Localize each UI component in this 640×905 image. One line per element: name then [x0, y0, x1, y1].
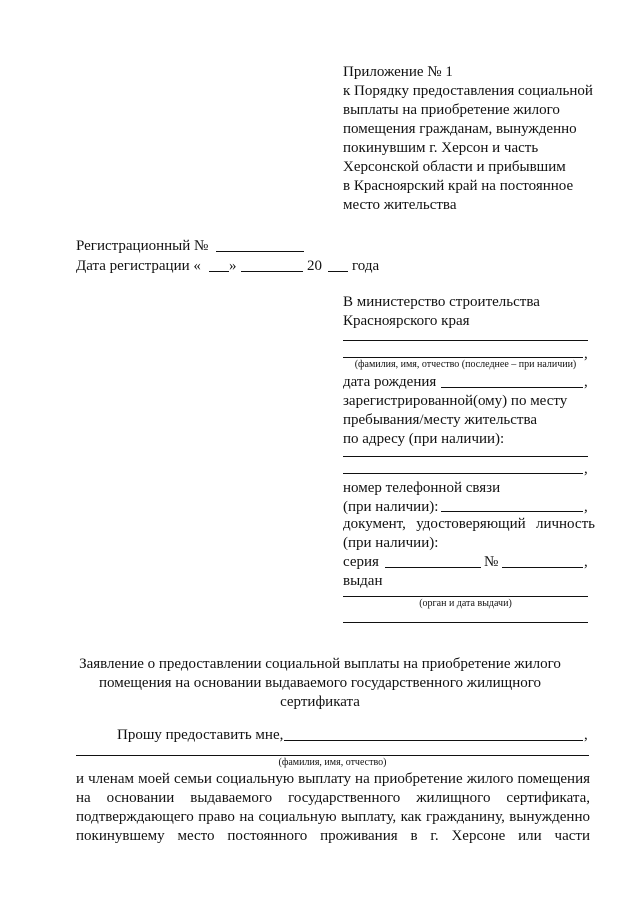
- registered-label: пребывания/месту жительства: [343, 412, 538, 428]
- issuer-field[interactable]: [343, 596, 588, 597]
- statement-title: сертификата: [280, 694, 360, 710]
- document-label: документ, удостоверяющий личность: [343, 516, 595, 532]
- address-field[interactable]: [343, 456, 588, 457]
- registration-date-label: Дата регистрации «: [76, 258, 201, 274]
- appendix-line: выплаты на приобретение жилого: [343, 102, 560, 118]
- registration-day-field[interactable]: [209, 271, 229, 272]
- appendix-line: место жительства: [343, 197, 457, 213]
- statement-body-line: покинувшему место постоянного проживания в г. Херсоне или части: [76, 828, 590, 844]
- addressee-line: В министерство строительства: [343, 294, 540, 310]
- request-fio-field-2[interactable]: [76, 755, 589, 756]
- phone-label: номер телефонной связи: [343, 480, 501, 496]
- applicant-fio-field[interactable]: [343, 340, 588, 341]
- appendix-line: в Красноярский край на постоянное: [343, 178, 574, 194]
- fio-caption: (фамилия, имя, отчество (последнее – при наличии): [354, 359, 577, 370]
- request-fio-field[interactable]: [284, 740, 583, 741]
- registration-number-label: Регистрационный №: [76, 238, 209, 254]
- birth-date-field[interactable]: [441, 387, 583, 388]
- comma: ,: [584, 727, 588, 743]
- comma: ,: [584, 346, 588, 362]
- appendix-line: Херсонской области и прибывшим: [343, 159, 566, 175]
- appendix-line: к Порядку предоставления социальной: [343, 83, 593, 99]
- issuer-caption: (орган и дата выдачи): [419, 598, 512, 609]
- statement-body-line: подтверждающего право на социальную выплату, как гражданину, вынужденно: [76, 809, 590, 825]
- statement-title: помещения на основании выдаваемого государственного жилищного: [98, 675, 541, 691]
- issuer-field-2[interactable]: [343, 622, 588, 623]
- request-label: Прошу предоставить мне,: [117, 727, 284, 743]
- appendix-line: помещения гражданам, вынужденно: [343, 121, 577, 137]
- birth-date-label: дата рождения: [343, 374, 437, 390]
- document-number-field[interactable]: [502, 567, 583, 568]
- statement-body-line: и членам моей семьи социальную выплату на приобретение жилого помещения: [76, 771, 590, 787]
- phone-label: (при наличии):: [343, 499, 439, 515]
- registration-month-field[interactable]: [241, 271, 303, 272]
- registration-number-field[interactable]: [216, 251, 304, 252]
- issued-label: выдан: [343, 573, 383, 589]
- appendix-title: Приложение № 1: [343, 64, 453, 80]
- applicant-fio-field-2[interactable]: [343, 357, 583, 358]
- registered-label: зарегистрированной(ому) по месту: [343, 393, 568, 409]
- series-label: серия: [343, 554, 379, 570]
- registration-year-field[interactable]: [328, 271, 348, 272]
- quote-close: »: [229, 258, 237, 274]
- address-field-2[interactable]: [343, 473, 583, 474]
- phone-field[interactable]: [441, 511, 583, 512]
- document-label: (при наличии):: [343, 535, 439, 551]
- addressee-line: Красноярского края: [343, 313, 470, 329]
- appendix-line: покинувшим г. Херсон и часть: [343, 140, 539, 156]
- comma: ,: [584, 461, 588, 477]
- number-sign: №: [484, 554, 499, 570]
- comma: ,: [584, 554, 588, 570]
- year-prefix: 20: [307, 258, 322, 274]
- registered-label: по адресу (при наличии):: [343, 431, 505, 447]
- statement-body-line: на основании выдаваемого государственного жилищного сертификата,: [76, 790, 590, 806]
- series-field[interactable]: [385, 567, 481, 568]
- comma: ,: [584, 499, 588, 515]
- request-fio-caption: (фамилия, имя, отчество): [278, 757, 387, 768]
- year-suffix: года: [352, 258, 380, 274]
- comma: ,: [584, 374, 588, 390]
- statement-title: Заявление о предоставлении социальной выплаты на приобретение жилого: [79, 656, 561, 672]
